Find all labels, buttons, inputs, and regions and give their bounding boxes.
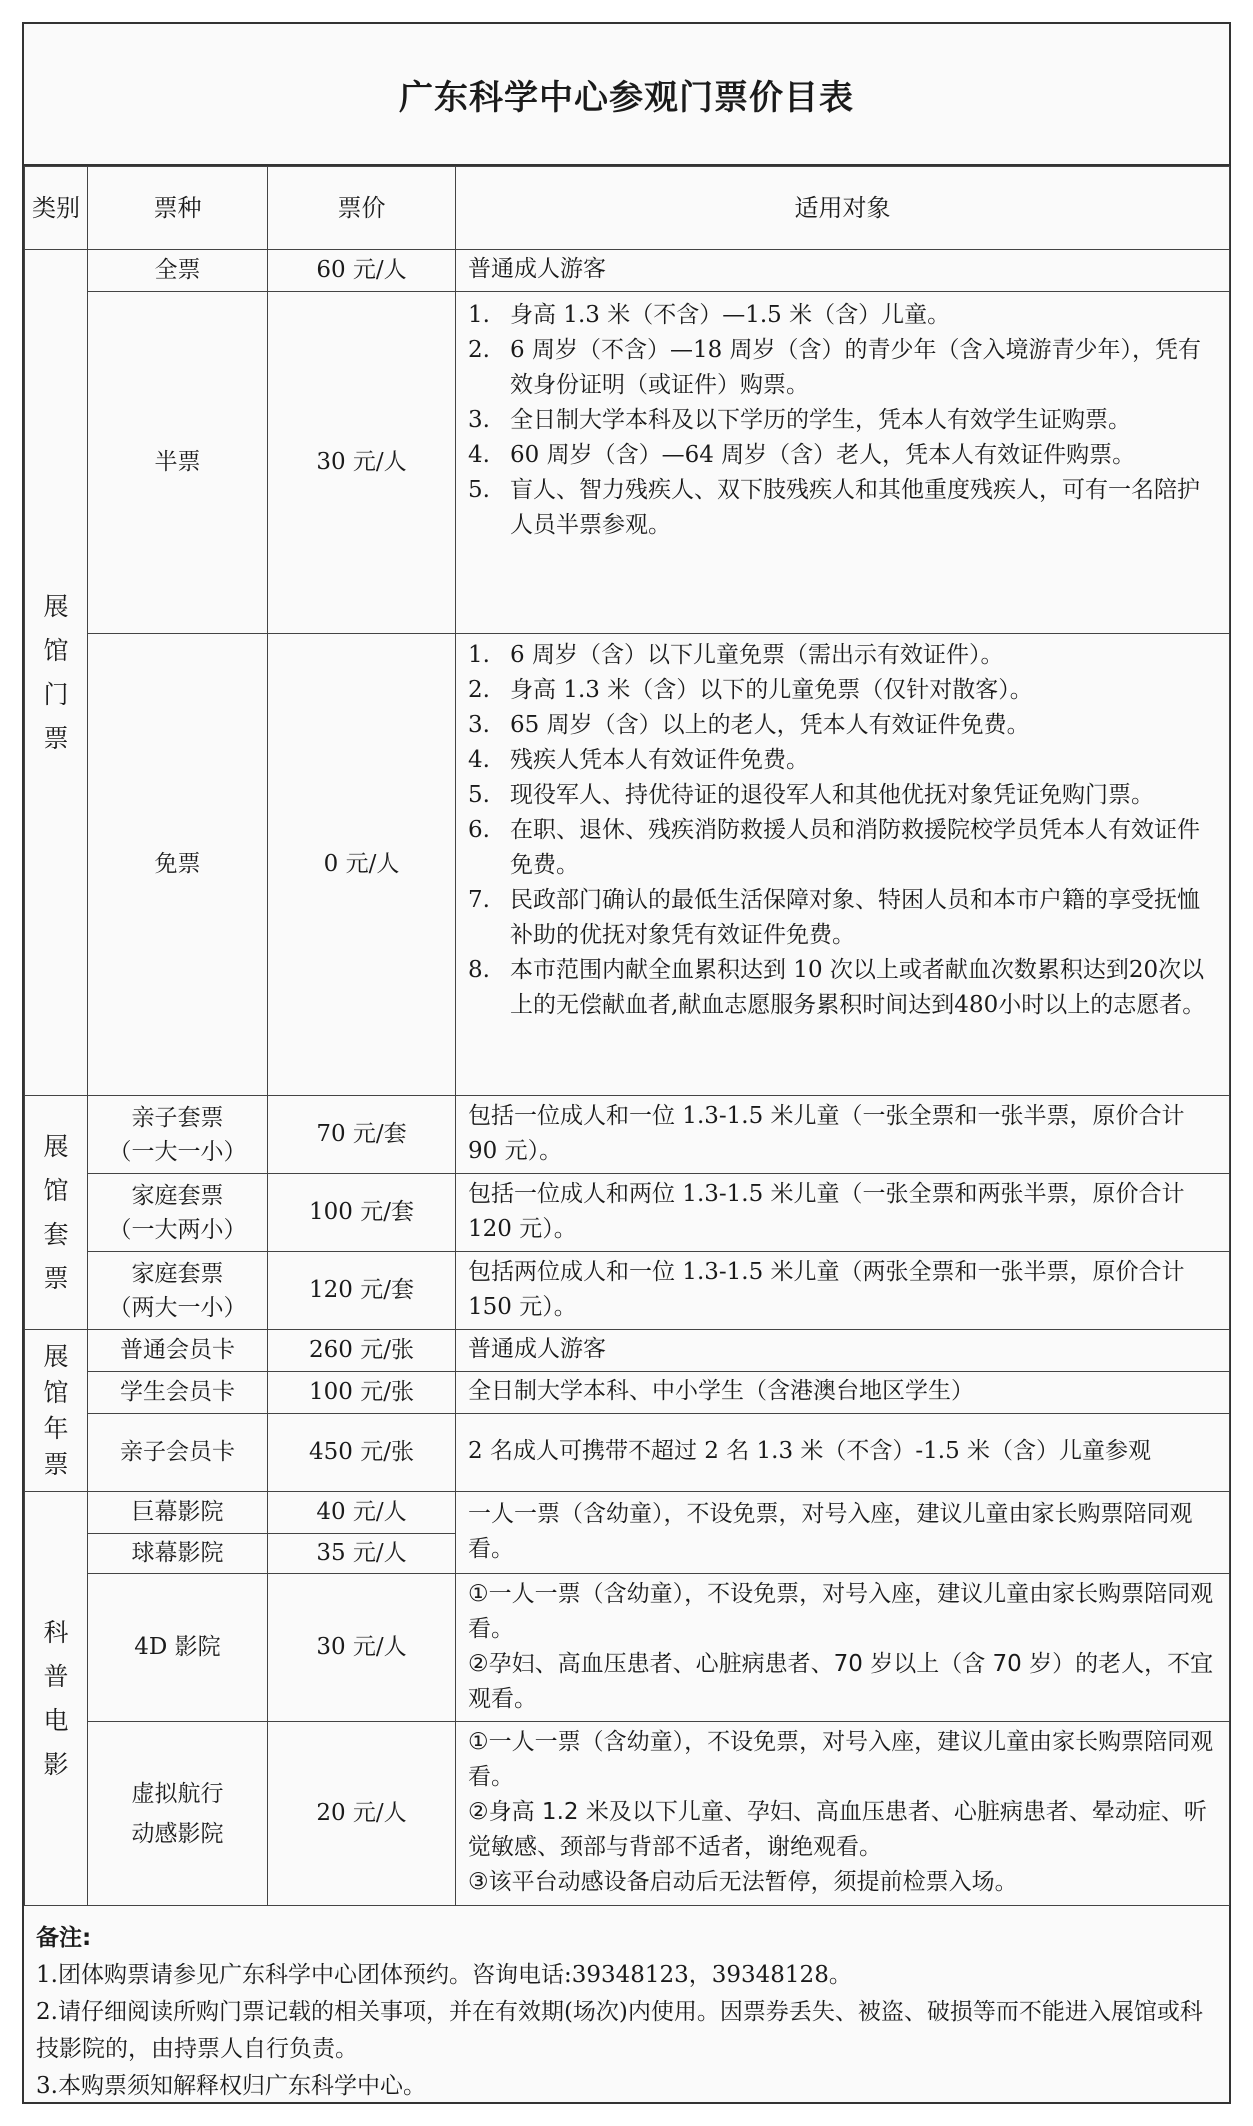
- note-line: 1.团体购票请参见广东科学中心团体预约。咨询电话:39348123，39348128。: [36, 1962, 852, 1988]
- ticket-price: 30 元/人: [268, 1574, 456, 1722]
- ticket-price: 100 元/套: [268, 1174, 456, 1252]
- list-item: [468, 403, 1219, 438]
- item-text: 本市范围内献全血累积达到 10 次以上或者献血次数累积达到20次以上的无偿献血者,献血志愿服务累积时间达到480小时以上的志愿者。: [510, 957, 1206, 1018]
- ticket-price: 450 元/张: [268, 1414, 456, 1492]
- category-char: 电: [43, 1705, 69, 1735]
- ticket-price: 120 元/套: [268, 1252, 456, 1330]
- category-char: 普: [43, 1661, 69, 1691]
- ticket-name-line2: 动感影院: [131, 1820, 224, 1847]
- notes-section: [24, 1906, 1229, 2105]
- table-row: [25, 1174, 1230, 1252]
- category-cinema: [25, 1492, 88, 1906]
- ticket-name-line1: 亲子套票: [131, 1104, 224, 1131]
- item-number: 7.: [468, 887, 490, 913]
- eligibility-list: [468, 638, 1219, 1023]
- category-annual: [25, 1330, 88, 1492]
- title-box: [24, 24, 1229, 166]
- category-char: 票: [43, 723, 69, 753]
- item-number: 3.: [468, 407, 490, 433]
- list-item: [468, 883, 1219, 953]
- ticket-eligibility: 一人一票（含幼童），不设免票，对号入座，建议儿童由家长购票陪同观看。: [456, 1492, 1230, 1574]
- ticket-name: 全票: [88, 250, 268, 292]
- category-char: 馆: [43, 1377, 69, 1407]
- item-number: 8.: [468, 957, 490, 983]
- eligibility-list: [468, 298, 1219, 543]
- list-item: [468, 298, 1219, 333]
- eligibility-line: ①一人一票（含幼童），不设免票，对号入座，建议儿童由家长购票陪同观看。: [468, 1729, 1214, 1790]
- item-text: 6 周岁（不含）—18 周岁（含）的青少年（含入境游青少年），凭有效身份证明（或证件）购票。: [510, 337, 1202, 398]
- item-number: 5.: [468, 477, 490, 503]
- header-ticket-type: 票种: [88, 167, 268, 250]
- item-number: 1.: [468, 302, 490, 328]
- table-row: [25, 1574, 1230, 1722]
- ticket-name: [88, 1174, 268, 1252]
- ticket-eligibility: 全日制大学本科、中小学生（含港澳台地区学生）: [456, 1372, 1230, 1414]
- ticket-name-line2: （一大一小）: [108, 1138, 247, 1165]
- table-row: [25, 292, 1230, 634]
- ticket-eligibility: 包括一位成人和两位 1.3-1.5 米儿童（一张全票和两张半票，原价合计 120 元）。: [456, 1174, 1230, 1252]
- list-item: [468, 953, 1219, 1023]
- table-row: [25, 1252, 1230, 1330]
- ticket-price: 60 元/人: [268, 250, 456, 292]
- category-char: 套: [43, 1219, 69, 1249]
- item-number: 1.: [468, 642, 490, 668]
- ticket-name-line1: 家庭套票: [131, 1182, 224, 1209]
- list-item: [468, 708, 1219, 743]
- item-number: 6.: [468, 817, 490, 843]
- header-category-label: 类别: [32, 194, 80, 222]
- category-char: 展: [43, 591, 69, 621]
- note-line: 2.请仔细阅读所购门票记载的相关事项，并在有效期(场次)内使用。因票券丢失、被盗、破损等而不能进入展馆或科技影院的，由持票人自行负责。: [36, 1999, 1203, 2062]
- ticket-name: [88, 1722, 268, 1906]
- list-item: [468, 473, 1219, 543]
- item-number: 4.: [468, 442, 490, 468]
- ticket-name: [88, 1252, 268, 1330]
- ticket-name-line1: 虚拟航行: [131, 1780, 224, 1807]
- item-text: 6 周岁（含）以下儿童免票（需出示有效证件）。: [510, 642, 1004, 668]
- ticket-name-line2: （两大一小）: [108, 1294, 247, 1321]
- table-row: [25, 1330, 1230, 1372]
- category-char: 展: [43, 1131, 69, 1161]
- list-item: [468, 778, 1219, 813]
- header-eligibility: 适用对象: [456, 167, 1230, 250]
- item-text: 65 周岁（含）以上的老人，凭本人有效证件免费。: [510, 712, 1030, 738]
- list-item: [468, 813, 1219, 883]
- header-category: [25, 167, 88, 250]
- table-row: [25, 1492, 1230, 1534]
- category-char: 年: [43, 1413, 69, 1443]
- ticket-eligibility: 包括一位成人和一位 1.3-1.5 米儿童（一张全票和一张半票，原价合计 90 元）。: [456, 1096, 1230, 1174]
- item-text: 现役军人、持优待证的退役军人和其他优抚对象凭证免购门票。: [510, 782, 1154, 808]
- category-char: 馆: [43, 1175, 69, 1205]
- item-text: 60 周岁（含）—64 周岁（含）老人，凭本人有效证件购票。: [510, 442, 1136, 468]
- item-text: 身高 1.3 米（不含）—1.5 米（含）儿童。: [510, 302, 951, 328]
- ticket-eligibility: [456, 292, 1230, 634]
- ticket-price: 100 元/张: [268, 1372, 456, 1414]
- notes-heading: 备注:: [36, 1925, 92, 1951]
- item-text: 民政部门确认的最低生活保障对象、特困人员和本市户籍的享受抚恤补助的优抚对象凭有效证件免费。: [510, 887, 1200, 948]
- ticket-price: 30 元/人: [268, 292, 456, 634]
- item-text: 盲人、智力残疾人、双下肢残疾人和其他重度残疾人，可有一名陪护人员半票参观。: [510, 477, 1200, 538]
- ticket-price: 35 元/人: [268, 1534, 456, 1574]
- ticket-eligibility: 普通成人游客: [456, 1330, 1230, 1372]
- category-char: 展: [43, 1341, 69, 1371]
- table-row: [25, 1372, 1230, 1414]
- ticket-price: 40 元/人: [268, 1492, 456, 1534]
- eligibility-line: ①一人一票（含幼童），不设免票，对号入座，建议儿童由家长购票陪同观看。: [468, 1580, 1214, 1642]
- list-item: [468, 673, 1219, 708]
- ticket-name: 4D 影院: [88, 1574, 268, 1722]
- category-char: 票: [43, 1449, 69, 1479]
- ticket-name: 亲子会员卡: [88, 1414, 268, 1492]
- eligibility-line: ③该平台动感设备启动后无法暂停，须提前检票入场。: [468, 1869, 1018, 1895]
- ticket-eligibility: 包括两位成人和一位 1.3-1.5 米儿童（两张全票和一张半票，原价合计 150 元）。: [456, 1252, 1230, 1330]
- ticket-eligibility: 普通成人游客: [456, 250, 1230, 292]
- note-line: 3.本购票须知解释权归广东科学中心。: [36, 2073, 426, 2099]
- ticket-name: [88, 1096, 268, 1174]
- ticket-name: 半票: [88, 292, 268, 634]
- table-row: [25, 1722, 1230, 1906]
- price-table: [24, 166, 1230, 1906]
- item-text: 在职、退休、残疾消防救援人员和消防救援院校学员凭本人有效证件免费。: [510, 817, 1200, 878]
- item-text: 全日制大学本科及以下学历的学生，凭本人有效学生证购票。: [510, 407, 1131, 433]
- item-number: 3.: [468, 712, 490, 738]
- ticket-price: 0 元/人: [268, 634, 456, 1096]
- item-number: 2.: [468, 337, 490, 363]
- ticket-name: 学生会员卡: [88, 1372, 268, 1414]
- category-packages: [25, 1096, 88, 1330]
- ticket-eligibility: [456, 1574, 1230, 1722]
- list-item: [468, 333, 1219, 403]
- category-exhibition: [25, 250, 88, 1096]
- item-number: 4.: [468, 747, 490, 773]
- category-char: 影: [43, 1749, 69, 1779]
- ticket-name-line1: 家庭套票: [131, 1260, 224, 1287]
- table-row: [25, 1414, 1230, 1492]
- ticket-name: 巨幕影院: [88, 1492, 268, 1534]
- table-row: [25, 1096, 1230, 1174]
- item-text: 残疾人凭本人有效证件免费。: [510, 747, 809, 773]
- list-item: [468, 743, 1219, 778]
- ticket-price: 70 元/套: [268, 1096, 456, 1174]
- ticket-name: 免票: [88, 634, 268, 1096]
- item-text: 身高 1.3 米（含）以下的儿童免票（仅针对散客）。: [510, 677, 1033, 703]
- eligibility-line: ②孕妇、高血压患者、心脏病患者、70 岁以上（含 70 岁）的老人，不宜观看。: [468, 1650, 1214, 1712]
- header-price: 票价: [268, 167, 456, 250]
- category-char: 科: [43, 1617, 69, 1647]
- ticket-price: 260 元/张: [268, 1330, 456, 1372]
- table-header-row: [25, 167, 1230, 250]
- table-row: [25, 250, 1230, 292]
- page-title: 广东科学中心参观门票价目表: [399, 77, 854, 118]
- ticket-name: 普通会员卡: [88, 1330, 268, 1372]
- list-item: [468, 638, 1219, 673]
- item-number: 5.: [468, 782, 490, 808]
- category-char: 门: [43, 679, 69, 709]
- table-row: [25, 634, 1230, 1096]
- ticket-eligibility: 2 名成人可携带不超过 2 名 1.3 米（不含）-1.5 米（含）儿童参观: [456, 1414, 1230, 1492]
- category-char: 票: [43, 1263, 69, 1293]
- eligibility-line: ②身高 1.2 米及以下儿童、孕妇、高血压患者、心脏病患者、晕动症、听觉敏感、颈部与背部不适者，谢绝观看。: [468, 1799, 1207, 1860]
- list-item: [468, 438, 1219, 473]
- ticket-eligibility: [456, 1722, 1230, 1906]
- ticket-price-sheet: [22, 22, 1231, 2104]
- ticket-name: 球幕影院: [88, 1534, 268, 1574]
- item-number: 2.: [468, 677, 490, 703]
- ticket-eligibility: [456, 634, 1230, 1096]
- ticket-price: 20 元/人: [268, 1722, 456, 1906]
- category-char: 馆: [43, 635, 69, 665]
- ticket-name-line2: （一大两小）: [108, 1216, 247, 1243]
